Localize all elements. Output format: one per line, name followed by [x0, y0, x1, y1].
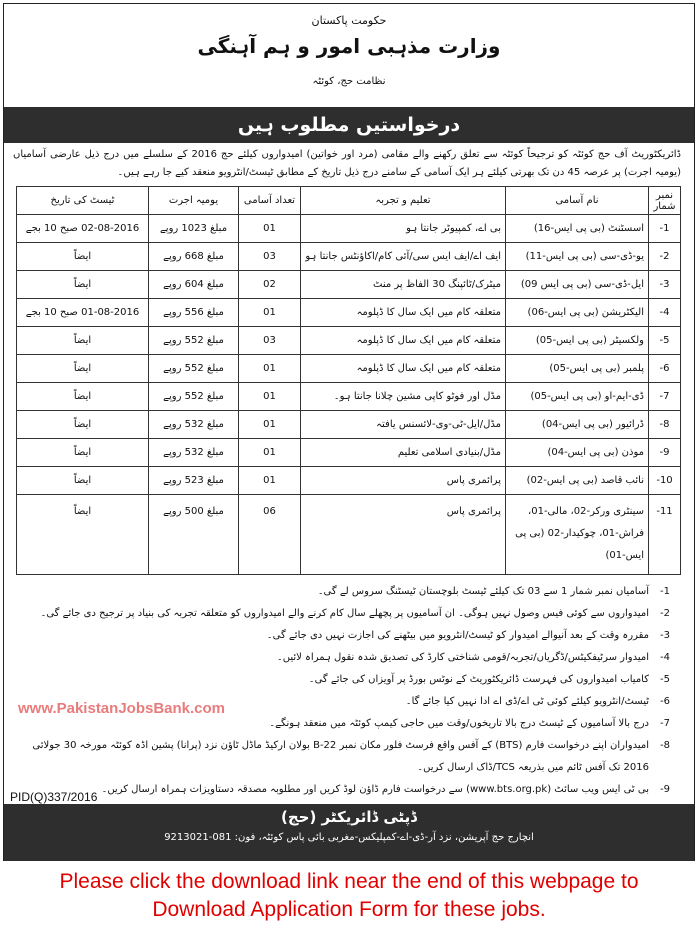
col-count: تعداد آسامی: [239, 187, 301, 215]
cell-education: پرائمری پاس: [301, 467, 506, 495]
watermark: www.PakistanJobsBank.com: [18, 700, 226, 717]
download-notice: [0, 868, 698, 924]
cell-education: مڈل/ایل-ٹی-وی-لائسنس یافتہ: [301, 411, 506, 439]
note-item: [13, 735, 681, 779]
note-number: 9-: [660, 784, 670, 795]
note-number: 2-: [660, 608, 670, 619]
table-row: [17, 383, 681, 411]
cell-post: ڈی-ایم-او (بی پی ایس-05): [506, 383, 649, 411]
footer-title: ڈپٹی ڈائریکٹر (حج): [281, 808, 417, 826]
cell-test-date: 02-08-2016 صبح 10 بجے: [17, 215, 149, 243]
cell-count: 01: [239, 383, 301, 411]
note-text: کامیاب امیدواروں کی فہرست ڈائریکٹوریٹ کے نوٹس بورڈ پر آویزاں کی جائے گی۔: [308, 674, 649, 685]
col-test-date: ٹیسٹ کی تاریخ: [17, 187, 149, 215]
note-number: 8-: [660, 740, 670, 751]
cell-education: پرائمری پاس: [301, 495, 506, 575]
cell-post: یو-ڈی-سی (بی پی ایس-11): [506, 243, 649, 271]
header: [4, 4, 694, 107]
cell-count: 02: [239, 271, 301, 299]
cell-wage: مبلغ 556 روپے: [149, 299, 239, 327]
cell-serial: 4-: [649, 299, 681, 327]
cell-education: متعلقہ کام میں ایک سال کا ڈپلومہ: [301, 355, 506, 383]
table-row: [17, 243, 681, 271]
cell-count: 01: [239, 355, 301, 383]
note-number: 6-: [660, 696, 670, 707]
table-row: [17, 299, 681, 327]
cell-wage: مبلغ 532 روپے: [149, 411, 239, 439]
cell-wage: مبلغ 523 روپے: [149, 467, 239, 495]
cell-wage: مبلغ 552 روپے: [149, 383, 239, 411]
note-text: مقررہ وقت کے بعد آنیوالے امیدوار کو ٹیسٹ/انٹرویو میں بیٹھنے کی اجازت نہیں دی جائے گی۔: [266, 630, 649, 641]
table-row: [17, 271, 681, 299]
col-education: تعلیم و تجربہ: [301, 187, 506, 215]
download-notice-line2: Download Application Form for these jobs.: [152, 898, 546, 921]
col-post: نام آسامی: [506, 187, 649, 215]
cell-serial: 5-: [649, 327, 681, 355]
cell-count: 01: [239, 299, 301, 327]
cell-test-date: ایضاً: [17, 271, 149, 299]
banner: درخواستیں مطلوب ہیں: [4, 107, 694, 143]
cell-post: ولکسیٹر (بی پی ایس-05): [506, 327, 649, 355]
note-text: امیدواران اپنے درخواست فارم (BTS) کے آفس واقع فرسٹ فلور مکان نمبر B-22 بولان ارکیڈ ماڈل ٹاؤن نزد (پرانا) پشین اڈہ کوئٹہ مورخہ 30 جولائی 2016 تک آفس ٹائم میں بذریعہ TCS/ڈاک ارسال کریں۔: [32, 740, 649, 773]
cell-wage: مبلغ 604 روپے: [149, 271, 239, 299]
cell-test-date: ایضاً: [17, 495, 149, 575]
footer-address: انچارج حج آپریشن، نزد آر-ڈی-اے-کمپلیکس-مغربی بائی پاس کوئٹہ، فون: 081-9213021: [164, 832, 534, 843]
note-item: [13, 713, 681, 735]
cell-serial: 1-: [649, 215, 681, 243]
advertisement: [3, 3, 695, 861]
cell-test-date: 01-08-2016 صبح 10 بجے: [17, 299, 149, 327]
note-text: ٹیسٹ/انٹرویو کیلئے کوئی ٹی اے/ڈی اے ادا نہیں کیا جائے گا۔: [405, 696, 649, 707]
cell-test-date: ایضاً: [17, 243, 149, 271]
intro-text: ڈائریکٹوریٹ آف حج کوئٹہ کو ترجیحاً کوئٹہ سے تعلق رکھنے والے مقامی (مرد اور خواتین) امیدواروں کیلئے حج 2016 کے سلسلے میں درج ذیل عارضی آسامیاں (یومیہ اجرت) پر عرصہ 45 دن تک بھرتی کیلئے ہر ایک آسامی کے سامنے درج ذیل تاریخ کے مطابق ٹیسٹ/انٹرویو منعقد کیے جا رہے ہیں۔: [13, 149, 681, 178]
table-row: [17, 439, 681, 467]
cell-wage: مبلغ 1023 روپے: [149, 215, 239, 243]
cell-education: ایف اے/ایف ایس سی/آئی کام/اکاؤنٹس جانتا ہو: [301, 243, 506, 271]
note-item: [13, 691, 681, 713]
content: [13, 146, 681, 801]
cell-education: مڈل/بنیادی اسلامی تعلیم: [301, 439, 506, 467]
table-row: [17, 327, 681, 355]
table-row: [17, 467, 681, 495]
cell-post: نائب قاصد (بی پی ایس-02): [506, 467, 649, 495]
cell-count: 03: [239, 327, 301, 355]
cell-serial: 8-: [649, 411, 681, 439]
table-row: [17, 215, 681, 243]
note-number: 5-: [660, 674, 670, 685]
note-number: 4-: [660, 652, 670, 663]
ministry-title: وزارت مذہبی امور و ہم آہنگی: [197, 34, 501, 58]
government-title: حکومت پاکستان: [311, 14, 387, 27]
cell-education: متعلقہ کام میں ایک سال کا ڈپلومہ: [301, 327, 506, 355]
cell-wage: مبلغ 500 روپے: [149, 495, 239, 575]
note-text: امیدوار سرٹیفکیٹس/ڈگریاں/تجربہ/قومی شناختی کارڈ کی تصدیق شدہ نقول ہمراہ لائیں۔: [276, 652, 649, 663]
note-item: [13, 581, 681, 603]
cell-serial: 10-: [649, 467, 681, 495]
notes-list: [13, 581, 681, 801]
table-row: [17, 495, 681, 575]
cell-test-date: ایضاً: [17, 383, 149, 411]
directorate-title: نظامت حج، کوئٹہ: [312, 76, 386, 87]
note-item: [13, 603, 681, 625]
cell-test-date: ایضاً: [17, 327, 149, 355]
cell-serial: 3-: [649, 271, 681, 299]
jobs-table: [16, 186, 681, 575]
cell-serial: 6-: [649, 355, 681, 383]
note-number: 7-: [660, 718, 670, 729]
download-notice-line1: Please click the download link near the end of this webpage to: [59, 870, 639, 893]
cell-wage: مبلغ 532 روپے: [149, 439, 239, 467]
cell-serial: 2-: [649, 243, 681, 271]
cell-wage: مبلغ 668 روپے: [149, 243, 239, 271]
note-item: [13, 779, 681, 801]
cell-test-date: ایضاً: [17, 467, 149, 495]
cell-post: اسسٹنٹ (بی پی ایس-16): [506, 215, 649, 243]
cell-wage: مبلغ 552 روپے: [149, 355, 239, 383]
note-item: [13, 669, 681, 691]
table-row: [17, 355, 681, 383]
cell-education: متعلقہ کام میں ایک سال کا ڈپلومہ: [301, 299, 506, 327]
pid-number: PID(Q)337/2016: [10, 790, 98, 804]
note-text: آسامیاں نمبر شمار 1 سے 03 تک کیلئے ٹیسٹ بلوچستان ٹیسٹنگ سروس لے گی۔: [317, 586, 649, 597]
cell-post: ایل-ڈی-سی (بی پی ایس 09): [506, 271, 649, 299]
note-number: 1-: [660, 586, 670, 597]
col-wage: یومیہ اجرت: [149, 187, 239, 215]
cell-count: 01: [239, 439, 301, 467]
note-text: بی ٹی ایس ویب سائٹ (www.bts.org.pk) سے درخواست فارم ڈاؤن لوڈ کریں اور مطلوبہ مصدقہ دستاویزات ہمراہ ارسال کریں۔: [101, 784, 649, 795]
cell-count: 01: [239, 467, 301, 495]
cell-post: پلمبر (بی پی ایس-05): [506, 355, 649, 383]
cell-serial: 7-: [649, 383, 681, 411]
note-number: 3-: [660, 630, 670, 641]
note-text: امیدواروں سے کوئی فیس وصول نہیں ہوگی۔ ان آسامیوں پر پچھلے سال کام کرنے والے امیدواروں کو متعلقہ تجربہ کی بنیاد پر ترجیح دی جائے گی۔: [40, 608, 649, 619]
cell-education: بی اے، کمپیوٹر جانتا ہو: [301, 215, 506, 243]
cell-test-date: ایضاً: [17, 439, 149, 467]
cell-count: 01: [239, 411, 301, 439]
cell-post: موذن (بی پی ایس-04): [506, 439, 649, 467]
cell-wage: مبلغ 552 روپے: [149, 327, 239, 355]
note-text: درج بالا آسامیوں کے ٹیسٹ درج بالا تاریخوں/وقت میں حاجی کیمپ کوئٹہ میں منعقد ہونگے۔: [269, 718, 649, 729]
cell-test-date: ایضاً: [17, 355, 149, 383]
note-item: [13, 625, 681, 647]
cell-post: سینٹری ورکر-02، مالی-01، فراش-01، چوکیدار-02 (بی پی ایس-01): [506, 495, 649, 575]
table-row: [17, 411, 681, 439]
cell-education: میٹرک/ٹائپنگ 30 الفاظ پر منٹ: [301, 271, 506, 299]
table-header-row: [17, 187, 681, 215]
cell-serial: 9-: [649, 439, 681, 467]
cell-education: مڈل اور فوٹو کاپی مشین چلانا جانتا ہو۔: [301, 383, 506, 411]
cell-count: 03: [239, 243, 301, 271]
cell-test-date: ایضاً: [17, 411, 149, 439]
note-item: [13, 647, 681, 669]
col-serial: نمبر شمار: [649, 187, 681, 215]
cell-count: 06: [239, 495, 301, 575]
cell-count: 01: [239, 215, 301, 243]
cell-post: الیکٹریشن (بی پی ایس-06): [506, 299, 649, 327]
cell-serial: 11-: [649, 495, 681, 575]
footer: [4, 804, 694, 861]
cell-post: ڈرائیور (بی پی ایس-04): [506, 411, 649, 439]
